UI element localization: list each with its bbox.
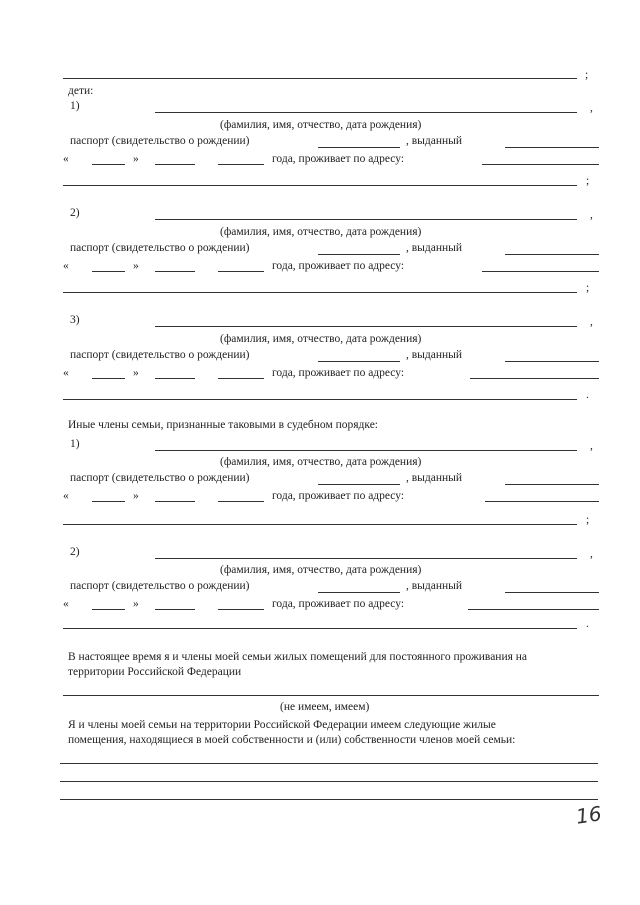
fio-line — [155, 558, 577, 559]
fio-caption: (фамилия, имя, отчество, дата рождения) — [220, 564, 422, 576]
month-line — [155, 501, 195, 502]
quote-close: » — [133, 490, 139, 502]
fio-caption: (фамилия, имя, отчество, дата рождения) — [220, 226, 422, 238]
passport-label: паспорт (свидетельство о рождении) — [70, 135, 250, 147]
passport-number-line — [318, 361, 400, 362]
fio-line — [155, 450, 577, 451]
passport-label: паспорт (свидетельство о рождении) — [70, 242, 250, 254]
year-address-label: года, проживает по адресу: — [272, 367, 405, 379]
owned-text-line2: помещения, находящиеся в моей собственности и (или) собственности членов моей семьи: — [68, 734, 516, 746]
housing-text-line2: территории Российской Федерации — [68, 666, 242, 678]
month-line — [155, 378, 195, 379]
quote-open: « — [63, 260, 69, 272]
comma: , — [590, 440, 593, 452]
month-line — [155, 164, 195, 165]
year-line — [218, 378, 264, 379]
issued-label: , выданный — [406, 135, 463, 147]
day-line — [92, 271, 125, 272]
passport-label: паспорт (свидетельство о рождении) — [70, 472, 250, 484]
fio-line — [155, 326, 577, 327]
issued-label: , выданный — [406, 242, 463, 254]
child-section-3 — [0, 309, 640, 419]
year-address-label: года, проживает по адресу: — [272, 153, 405, 165]
owned-line-1 — [60, 763, 598, 764]
address-line-a — [468, 609, 599, 610]
passport-number-line — [318, 254, 400, 255]
owned-line-2 — [60, 781, 598, 782]
issued-by-line — [505, 361, 599, 362]
address-line-b — [63, 524, 577, 525]
month-line — [155, 271, 195, 272]
owned-line-3 — [60, 799, 598, 800]
address-line-a — [470, 378, 599, 379]
year-address-label: года, проживает по адресу: — [272, 260, 405, 272]
address-line-b — [63, 292, 577, 293]
child-number: 2) — [70, 207, 80, 219]
passport-label: паспорт (свидетельство о рождении) — [70, 349, 250, 361]
passport-number-line — [318, 592, 400, 593]
year-line — [218, 501, 264, 502]
year-address-label: года, проживает по адресу: — [272, 490, 405, 502]
top-semicolon: ; — [585, 69, 589, 81]
comma: , — [590, 209, 593, 221]
fio-caption: (фамилия, имя, отчество, дата рождения) — [220, 333, 422, 345]
quote-open: « — [63, 598, 69, 610]
quote-open: « — [63, 367, 69, 379]
top-line — [63, 78, 577, 79]
day-line — [92, 609, 125, 610]
child-section-2 — [0, 202, 640, 312]
end-period: . — [586, 618, 589, 630]
passport-number-line — [318, 484, 400, 485]
address-line-b — [63, 399, 577, 400]
day-line — [92, 378, 125, 379]
comma: , — [590, 102, 593, 114]
member-number: 1) — [70, 438, 80, 450]
address-line-b — [63, 628, 577, 629]
end-period: . — [586, 389, 589, 401]
end-semicolon: ; — [586, 514, 590, 526]
issued-by-line — [505, 592, 599, 593]
year-line — [218, 609, 264, 610]
other-member-section-2 — [0, 541, 640, 651]
quote-close: » — [133, 367, 139, 379]
issued-by-line — [505, 254, 599, 255]
housing-caption: (не имеем, имеем) — [280, 701, 370, 713]
end-semicolon: ; — [586, 282, 590, 294]
quote-close: » — [133, 598, 139, 610]
issued-by-line — [505, 147, 599, 148]
housing-text-line1: В настоящее время я и члены моей семьи жилых помещений для постоянного проживания на — [68, 651, 528, 663]
fio-line — [155, 219, 577, 220]
issued-label: , выданный — [406, 472, 463, 484]
quote-close: » — [133, 260, 139, 272]
day-line — [92, 164, 125, 165]
year-line — [218, 164, 264, 165]
fio-line — [155, 112, 577, 113]
comma: , — [590, 316, 593, 328]
passport-label: паспорт (свидетельство о рождении) — [70, 580, 250, 592]
child-section-1 — [0, 95, 640, 205]
page-number: 16 — [574, 801, 603, 829]
child-number: 1) — [70, 100, 80, 112]
address-line-b — [63, 185, 577, 186]
member-number: 2) — [70, 546, 80, 558]
day-line — [92, 501, 125, 502]
child-number: 3) — [70, 314, 80, 326]
other-member-section-1 — [0, 433, 640, 543]
month-line — [155, 609, 195, 610]
housing-answer-line — [63, 695, 599, 696]
fio-caption: (фамилия, имя, отчество, дата рождения) — [220, 456, 422, 468]
quote-close: » — [133, 153, 139, 165]
children-heading: дети: — [68, 85, 94, 97]
quote-open: « — [63, 153, 69, 165]
year-address-label: года, проживает по адресу: — [272, 598, 405, 610]
address-line-a — [482, 164, 599, 165]
address-line-a — [482, 271, 599, 272]
issued-label: , выданный — [406, 580, 463, 592]
issued-label: , выданный — [406, 349, 463, 361]
comma: , — [590, 548, 593, 560]
quote-open: « — [63, 490, 69, 502]
issued-by-line — [505, 484, 599, 485]
other-members-heading: Иные члены семьи, признанные таковыми в судебном порядке: — [68, 419, 379, 431]
fio-caption: (фамилия, имя, отчество, дата рождения) — [220, 119, 422, 131]
address-line-a — [485, 501, 599, 502]
passport-number-line — [318, 147, 400, 148]
year-line — [218, 271, 264, 272]
end-semicolon: ; — [586, 175, 590, 187]
owned-text-line1: Я и члены моей семьи на территории Российской Федерации имеем следующие жилые — [68, 719, 496, 731]
